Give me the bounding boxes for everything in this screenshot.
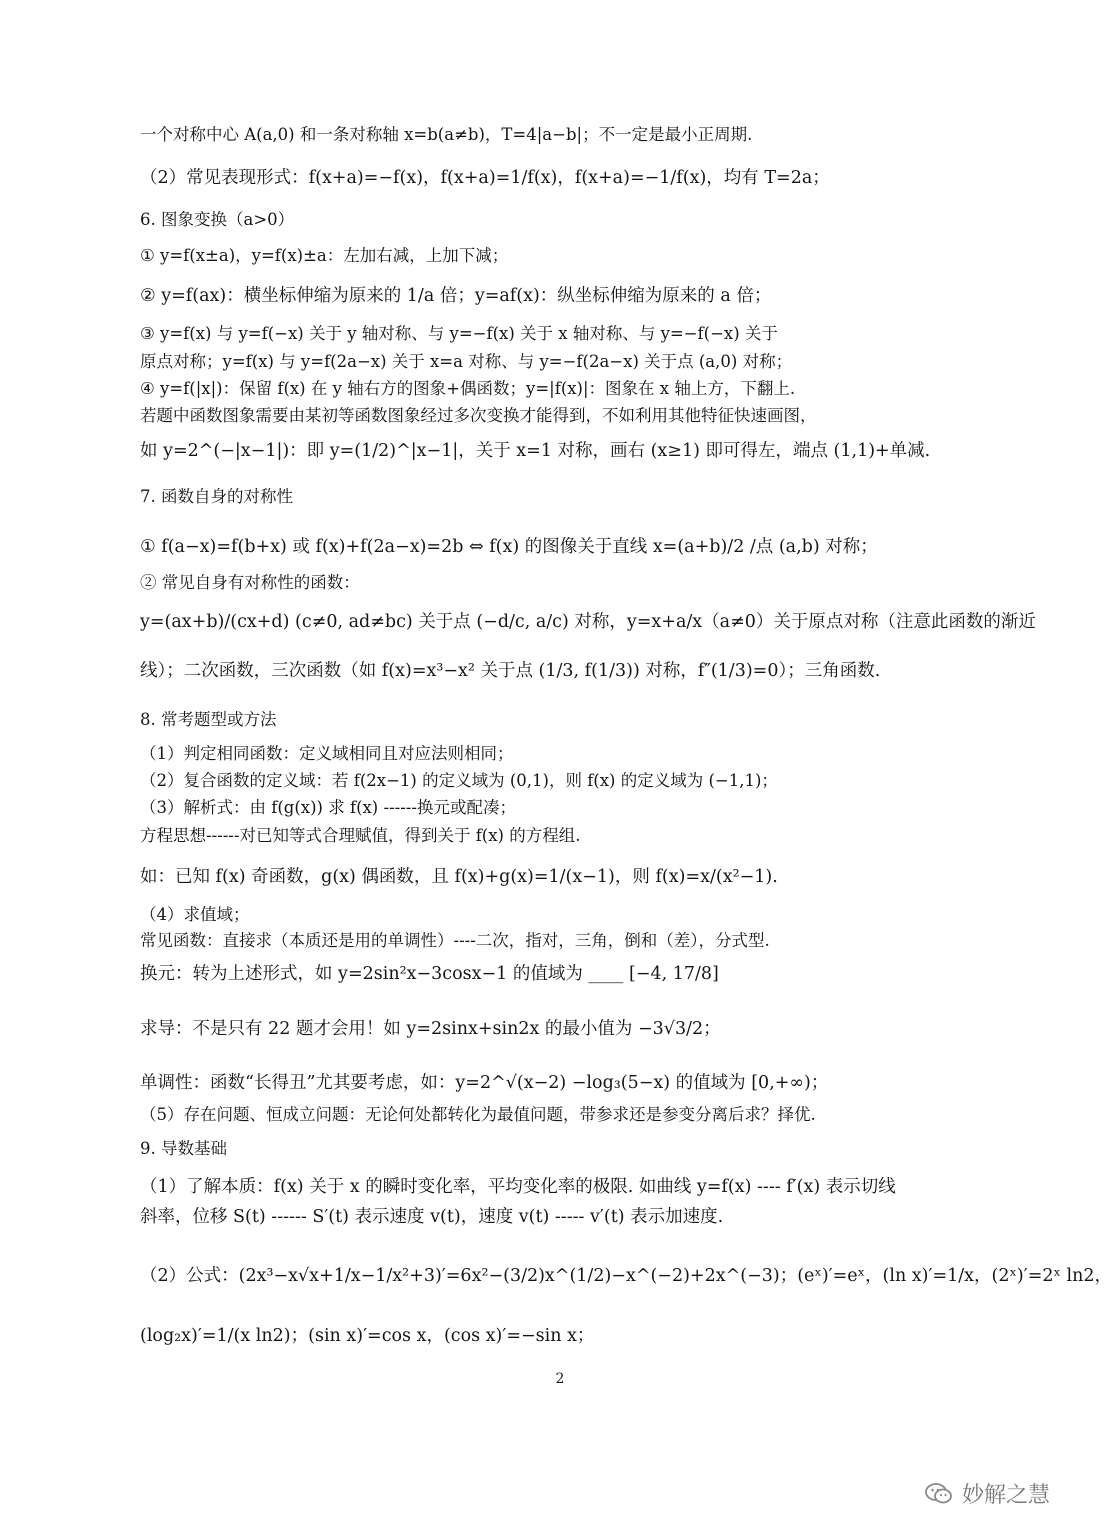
text-line: （3）解析式：由 f(g(x)) 求 f(x) ------换元或配凑；: [140, 798, 516, 817]
text-line: (log₂x)′=1/(x ln2)；(sin x)′=cos x，(cos x)′=−sin x；: [140, 1326, 595, 1346]
text-line: ④ y=f(|x|)：保留 f(x) 在 y 轴右方的图象+偶函数；y=|f(x)|：图象在 x 轴上方，下翻上.: [140, 379, 796, 398]
text-line: 常见函数：直接求（本质还是用的单调性）----二次，指对，三角，倒和（差），分式型.: [140, 931, 770, 950]
text-line: 若题中函数图象需要由某初等函数图象经过多次变换才能得到，不如利用其他特征快速画图，: [140, 406, 817, 425]
text-line: （1）判定相同函数：定义域相同且对应法则相同；: [140, 744, 514, 763]
section-heading: 7. 函数自身的对称性: [140, 487, 293, 506]
text-line: 方程思想------对已知等式合理赋值，得到关于 f(x) 的方程组.: [140, 826, 581, 845]
watermark: [924, 1478, 1050, 1509]
text-line: 换元：转为上述形式，如 y=2sin²x−3cosx−1 的值域为 ____ [−4, 17/8]: [140, 964, 719, 984]
section-heading: 9. 导数基础: [140, 1139, 227, 1158]
text-line: ① f(a−x)=f(b+x) 或 f(x)+f(2a−x)=2b ⇔ f(x) 的图像关于直线 x=(a+b)/2 /点 (a,b) 对称；: [140, 537, 878, 557]
text-line: 线）；二次函数，三次函数（如 f(x)=x³−x² 关于点 (1/3, f(1/3)) 对称，f″(1/3)=0）；三角函数.: [140, 661, 881, 681]
text-line: （4）求值域；: [140, 905, 250, 924]
text-line: （1）了解本质：f(x) 关于 x 的瞬时变化率，平均变化率的极限. 如曲线 y=f(x) ---- f′(x) 表示切线: [140, 1177, 896, 1197]
watermark-text: 妙解之慧: [961, 1483, 1050, 1508]
wechat-icon: [924, 1481, 954, 1507]
section-heading: 8. 常考题型或方法: [140, 710, 277, 729]
page-number: 2: [555, 1371, 565, 1387]
text-line: ② y=f(ax)：横坐标伸缩为原来的 1/a 倍；y=af(x)：纵坐标伸缩为原来的 a 倍；: [140, 286, 772, 306]
text-line: 斜率，位移 S(t) ------ S′(t) 表示速度 v(t)，速度 v(t) ----- v′(t) 表示加速度.: [140, 1207, 724, 1227]
text-line: y=(ax+b)/(cx+d) (c≠0, ad≠bc) 关于点 (−d/c, a/c) 对称，y=x+a/x（a≠0）关于原点对称（注意此函数的渐近: [140, 612, 1036, 632]
text-line: （2）复合函数的定义域：若 f(2x−1) 的定义域为 (0,1)，则 f(x) 的定义域为 (−1,1)；: [140, 771, 778, 790]
text-line: ① y=f(x±a)，y=f(x)±a：左加右减，上加下减；: [140, 246, 509, 265]
text-line: 一个对称中心 A(a,0) 和一条对称轴 x=b(a≠b)，T=4|a−b|；不一定是最小正周期.: [140, 125, 753, 144]
section-heading: 6. 图象变换（a>0）: [140, 210, 295, 229]
text-line: （2）公式：(2x³−x√x+1/x−1/x²+3)′=6x²−(3/2)x^(1/2)−x^(−2)+2x^(−3)；(eˣ)′=eˣ，(ln x)′=1/x，(2ˣ)′=2ˣ ln2，: [140, 1266, 1112, 1286]
text-line: 单调性：函数“长得丑”尤其要考虑，如：y=2^√(x−2) −log₃(5−x) 的值域为 [0,+∞)；: [140, 1073, 829, 1093]
text-line: ③ y=f(x) 与 y=f(−x) 关于 y 轴对称、与 y=−f(x) 关于 x 轴对称、与 y=−f(−x) 关于: [140, 324, 778, 343]
text-line: 如 y=2^(−|x−1|)：即 y=(1/2)^|x−1|，关于 x=1 对称，画右 (x≥1) 即可得左，端点 (1,1)+单减.: [140, 441, 931, 461]
text-line: （5）存在问题、恒成立问题：无论何处都转化为最值问题，带参求还是参变分离后求？择优.: [140, 1105, 816, 1124]
text-line: ② 常见自身有对称性的函数：: [140, 573, 360, 592]
text-line: 求导：不是只有 22 题才会用！如 y=2sinx+sin2x 的最小值为 −3√3/2；: [140, 1019, 721, 1039]
text-line: 如：已知 f(x) 奇函数，g(x) 偶函数，且 f(x)+g(x)=1/(x−1)，则 f(x)=x/(x²−1).: [140, 867, 778, 887]
text-line: （2）常见表现形式：f(x+a)=−f(x)，f(x+a)=1/f(x)，f(x+a)=−1/f(x)，均有 T=2a；: [140, 168, 830, 188]
text-line: 原点对称；y=f(x) 与 y=f(2a−x) 关于 x=a 对称、与 y=−f(2a−x) 关于点 (a,0) 对称；: [140, 352, 793, 371]
